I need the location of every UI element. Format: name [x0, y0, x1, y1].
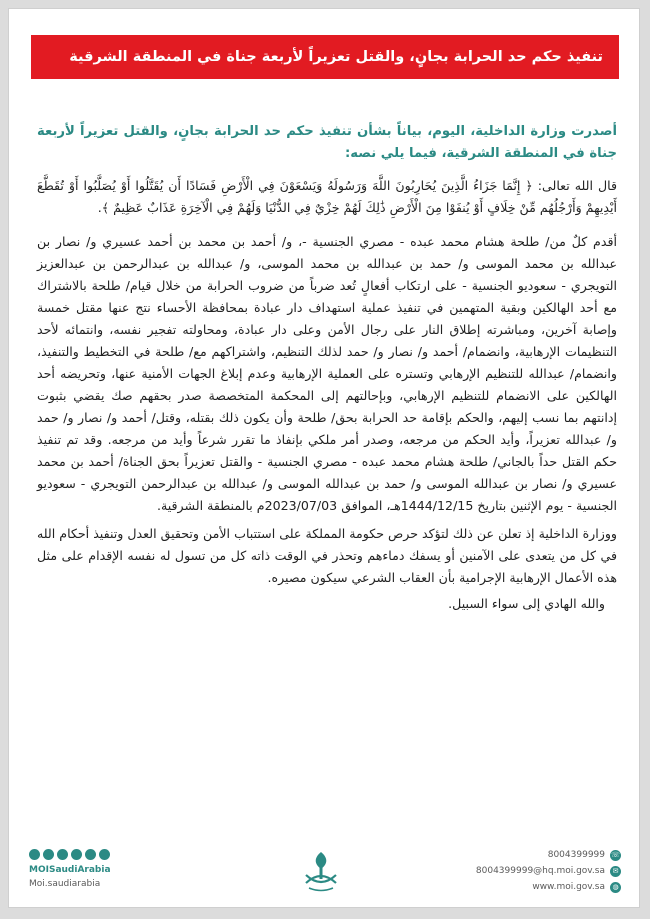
email-icon: ✉: [610, 866, 621, 877]
statement-card: [8, 8, 640, 908]
headline-title: تنفيذ حكم حد الحرابة بجانٍ، والقتل تعزيراً لأربعة جناة في المنطقة الشرقية: [69, 49, 603, 65]
social-handle[interactable]: MOISaudiArabia: [29, 865, 111, 875]
social-links: [29, 849, 111, 891]
statement-body: [37, 121, 617, 615]
instagram-icon[interactable]: [43, 849, 54, 860]
email-address[interactable]: 8004399999@hq.moi.gov.sa: [475, 866, 605, 876]
headline-banner: [31, 35, 619, 79]
phone-number: 8004399999: [547, 850, 605, 860]
statement-main-text: أقدم كلٌ من/ طلحة هشام محمد عبده - مصري الجنسية -، و/ أحمد بن محمد بن أحمد عسيري و/ نصار بن عبدالله بن محمد الموسى و/ حمد بن عبدالله بن محمد الموسى، و/ عبدالله بن عبدالرحمن بن عبدالعزيز التويجري - سعوديو الجنسية - على ارتكاب أفعالٍ تُعد ضرباً من ضروب الحرابة من خلال قيام/ طلحة بالاشتراك مع أحد الهالكين وبقية المتهمين في تنفيذ عملية استهداف دار عبادة بمحافظة الأحساء نتج عنها مقتل خمسة وإصابة آخرين، ومباشرته إطلاق النار على رجال الأمن وعلى دار عبادة، ومحاولته تفجير نفسه، وانتمائه لأحد التنظيمات الإرهابية، وانضمام/ أحمد و/ نصار و/ حمد لذلك التنظيم، واشتراكهم مع/ طلحة في التخطيط والتنفيذ، وانضمام/ عبدالله للتنظيم الإرهابي وتستره على العملية الإرهابية وعدم إبلاغ الجهات الأمنية عنها، وتحريضه أحد الهالكين على الانضمام للتنظيم الإرهابي، وبإحالتهم إلى المحكمة المتخصصة صدر بحقهم صك يقضي بثبوت إدانتهم بما نسب إليهم، والحكم بإقامة حد الحرابة بحق/ طلحة وأن يكون ذلك بقتله، وقتل/ أحمد و/ نصار و/ حمد و/ عبدالله تعزيراً، وأيد الحكم من مرجعه، وصدر أمر ملكي بإنفاذ ما تقرر شرعاً وأيد من مرجعه. وقد تم تنفيذ حكم القتل حداً بالجاني/ طلحة هشام محمد عبده - مصري الجنسية - والقتل تعزيراً بحق الجناة/ أحمد بن محمد عسيري و/ نصار بن عبدالله الموسى و/ حمد بن عبدالله الموسى و/ عبدالله بن عبدالرحمن التويجري - سعوديو الجنسية - يوم الإثنين بتاريخ 1444/12/15هـ، الموافق 2023/07/03م بالمنطقة الشرقية.: [37, 234, 617, 513]
footer: [29, 847, 621, 895]
phone-icon: ☏: [611, 850, 620, 859]
moi-emblem: [299, 849, 343, 893]
snapchat-icon[interactable]: [71, 849, 82, 860]
quran-verse: قال الله تعالى: ﴿ إِنَّمَا جَزَاءُ الَّذِينَ يُحَارِبُونَ اللَّهَ وَرَسُولَهُ وَيَسْعَوْنَ فِي الْأَرْضِ فَسَادًا أَن يُقَتَّلُوا أَوْ يُصَلَّبُوا أَوْ تُقَطَّعَ أَيْدِيهِمْ وَأَرْجُلُهُم مِّنْ خِلَافٍ أَوْ يُنفَوْا مِنَ الْأَرْضِ ذَٰلِكَ لَهُمْ خِزْيٌ فِي الدُّنْيَا وَلَهُمْ فِي الْآخِرَةِ عَذَابٌ عَظِيمٌ ﴾.: [37, 178, 617, 215]
social-icons: [29, 849, 111, 860]
website-link[interactable]: www.moi.gov.sa: [532, 882, 605, 892]
facebook-icon[interactable]: [85, 849, 96, 860]
youtube-icon[interactable]: [57, 849, 68, 860]
globe-icon: ◍: [610, 882, 621, 893]
twitter-icon[interactable]: [29, 849, 40, 860]
statement-signoff: والله الهادي إلى سواء السبيل.: [448, 596, 605, 611]
statement-intro: أصدرت وزارة الداخلية، اليوم، بياناً بشأن تنفيذ حكم حد الحرابة بجانٍ، والقتل تعزيراً لأربعة جناة في المنطقة الشرقية، فيما يلي نصه:: [37, 124, 617, 161]
tiktok-icon[interactable]: [99, 849, 110, 860]
statement-closing: ووزارة الداخلية إذ تعلن عن ذلك لتؤكد حرص حكومة المملكة على استتباب الأمن وتحقيق العدل وتنفيذ أحكام الله في كل من يتعدى على الآمنين أو يسفك دماءهم وتحذر في الوقت ذاته كل من تسول له نفسه الإقدام على مثل هذه الأعمال الإرهابية الإجرامية بأن العقاب الشرعي سيكون مصيره.: [37, 526, 617, 585]
social-handle-secondary[interactable]: Moi.saudiarabia: [29, 879, 101, 889]
contact-info: [476, 847, 621, 895]
